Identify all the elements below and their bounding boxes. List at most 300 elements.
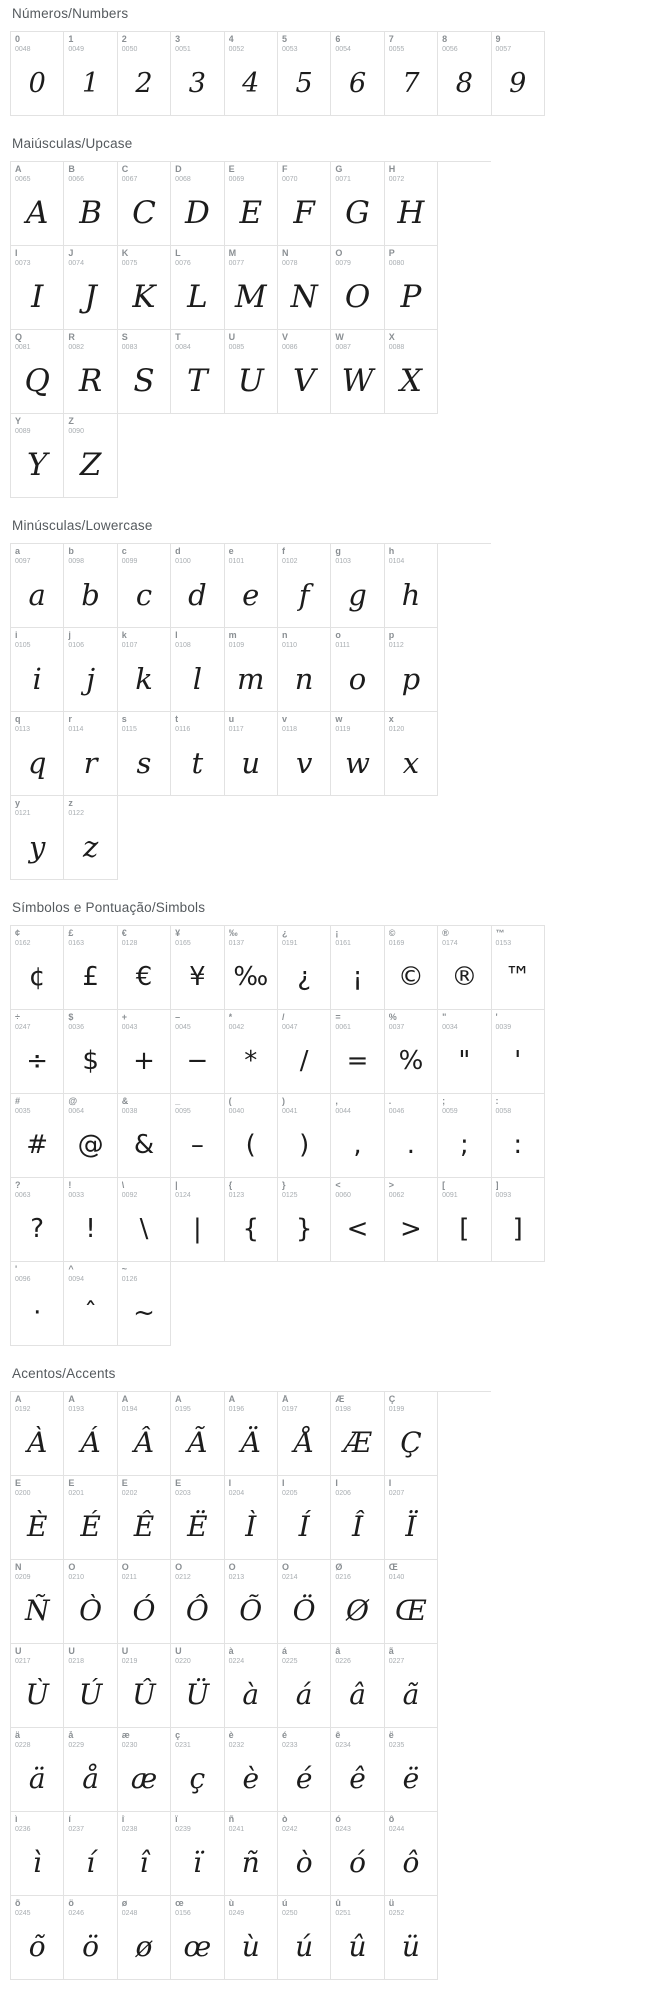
glyph-cell[interactable]: [171, 330, 224, 414]
glyph-preview: Æ: [343, 1426, 372, 1459]
glyph-cell[interactable]: [438, 1178, 491, 1262]
glyph-cell[interactable]: [118, 712, 171, 796]
glyph-char-code: 0229: [68, 1742, 84, 1749]
glyph-cell[interactable]: [118, 1728, 171, 1812]
glyph-cell[interactable]: [64, 1644, 117, 1728]
glyph-preview: ¿: [297, 962, 312, 992]
glyph-cell[interactable]: [438, 1094, 491, 1178]
glyph-char-label: û: [335, 1899, 341, 1908]
glyph-cell[interactable]: [225, 1094, 278, 1178]
glyph-char-label: o: [335, 631, 341, 640]
glyph-preview: d: [188, 577, 207, 612]
glyph-cell[interactable]: [225, 1812, 278, 1896]
glyph-cell[interactable]: [64, 1476, 117, 1560]
glyph-cell[interactable]: [118, 1392, 171, 1476]
glyph-cell[interactable]: [278, 926, 331, 1010]
glyph-cell[interactable]: [64, 712, 117, 796]
glyph-cell[interactable]: [171, 246, 224, 330]
glyph-cell[interactable]: [118, 1094, 171, 1178]
glyph-preview: ã: [402, 1678, 420, 1711]
glyph-cell[interactable]: [171, 162, 224, 246]
glyph-meta: [64, 1896, 116, 1917]
glyph-meta: [492, 1010, 544, 1031]
glyph-cell[interactable]: [64, 544, 117, 628]
glyph-char-code: 0060: [335, 1192, 351, 1199]
glyph-cell[interactable]: [11, 1010, 64, 1094]
glyph-cell[interactable]: [11, 162, 64, 246]
glyph-cell[interactable]: [11, 796, 64, 880]
glyph-char-label: ,: [335, 1097, 338, 1106]
glyph-preview: æ: [130, 1762, 158, 1795]
glyph-char-label: !: [68, 1181, 72, 1190]
glyph-cell[interactable]: [331, 1560, 384, 1644]
glyph-char-code: 0054: [335, 46, 351, 53]
glyph-cell[interactable]: [278, 628, 331, 712]
glyph-char-label: ê: [335, 1731, 341, 1740]
glyph-preview: $: [82, 1046, 99, 1076]
glyph-cell[interactable]: [278, 544, 331, 628]
glyph-preview: à: [242, 1678, 260, 1711]
glyph-preview: ç: [189, 1762, 206, 1795]
glyph-cell[interactable]: [118, 1476, 171, 1560]
glyph-meta: [385, 1476, 437, 1497]
glyph-cell[interactable]: [385, 628, 438, 712]
glyph-cell[interactable]: [331, 330, 384, 414]
glyph-cell[interactable]: [492, 32, 545, 116]
glyph-cell[interactable]: [171, 1178, 224, 1262]
glyph-cell[interactable]: [385, 1728, 438, 1812]
glyph-preview: £: [82, 962, 99, 992]
glyph-cell[interactable]: [171, 1896, 224, 1980]
glyph-cell[interactable]: [64, 1178, 117, 1262]
glyph-cell[interactable]: [118, 544, 171, 628]
glyph-cell[interactable]: [11, 1262, 64, 1346]
glyph-preview: i: [32, 661, 42, 696]
glyph-preview: c: [135, 577, 153, 612]
glyph-cell[interactable]: [11, 1094, 64, 1178]
glyph-char-code: 0137: [228, 940, 245, 947]
glyph-preview: Ó: [132, 1594, 156, 1627]
glyph-char-code: 0252: [388, 1910, 405, 1917]
glyph-preview: M: [234, 278, 267, 315]
glyph-char-label: I: [15, 249, 18, 258]
glyph-preview: b: [81, 577, 100, 612]
glyph-cell[interactable]: [331, 162, 384, 246]
glyph-meta: [278, 1476, 330, 1497]
glyph-cell[interactable]: [331, 1476, 384, 1560]
glyph-char-code: 0219: [121, 1658, 138, 1665]
glyph-char-label: í: [68, 1815, 71, 1824]
glyph-cell[interactable]: [278, 1896, 331, 1980]
glyph-cell[interactable]: [225, 628, 278, 712]
glyph-char-code: 0106: [68, 642, 84, 649]
glyph-char-code: 0033: [68, 1192, 84, 1199]
glyph-char-label: r: [68, 715, 72, 724]
section-title: Acentos/Accents: [12, 1366, 116, 1381]
glyph-cell[interactable]: [171, 32, 224, 116]
glyph-cell[interactable]: [11, 1476, 64, 1560]
glyph-cell[interactable]: [385, 1476, 438, 1560]
glyph-char-label: j: [68, 631, 71, 640]
glyph-cell[interactable]: [492, 1094, 545, 1178]
glyph-cell[interactable]: [64, 162, 117, 246]
glyph-char-code: 0202: [121, 1490, 138, 1497]
glyph-meta: [171, 246, 223, 267]
glyph-char-code: 0125: [281, 1192, 298, 1199]
glyph-cell[interactable]: [118, 1262, 171, 1346]
glyph-cell[interactable]: [278, 712, 331, 796]
glyph-meta: [331, 1010, 383, 1031]
glyph-cell[interactable]: [118, 246, 171, 330]
glyph-char-code: 0084: [175, 344, 191, 351]
glyph-cell[interactable]: [64, 1728, 117, 1812]
glyph-char-code: 0115: [121, 726, 137, 733]
glyph-cell[interactable]: [385, 1010, 438, 1094]
glyph-preview: {: [242, 1214, 260, 1244]
glyph-preview: ): [299, 1130, 310, 1160]
glyph-cell[interactable]: [171, 926, 224, 1010]
glyph-meta: [385, 246, 437, 267]
glyph-cell[interactable]: [171, 1392, 224, 1476]
glyph-cell[interactable]: [118, 162, 171, 246]
glyph-meta: [331, 1560, 383, 1581]
glyph-cell[interactable]: [278, 1476, 331, 1560]
glyph-char-label: ©: [388, 929, 396, 938]
glyph-cell[interactable]: [64, 1560, 117, 1644]
glyph-cell[interactable]: [225, 162, 278, 246]
glyph-cell[interactable]: [278, 1644, 331, 1728]
glyph-preview: Á: [80, 1426, 101, 1459]
glyph-char-label: ø: [121, 1899, 128, 1908]
glyph-char-code: 0211: [121, 1574, 137, 1581]
glyph-cell[interactable]: [278, 1560, 331, 1644]
glyph-cell[interactable]: [331, 712, 384, 796]
glyph-cell[interactable]: [171, 544, 224, 628]
glyph-char-code: 0062: [388, 1192, 405, 1199]
glyph-preview: 5: [295, 67, 313, 99]
glyph-char-code: 0114: [68, 726, 84, 733]
glyph-char-label: Ù: [15, 1647, 22, 1656]
glyph-char-code: 0112: [388, 642, 404, 649]
glyph-cell[interactable]: [171, 1094, 224, 1178]
glyph-char-label: ~: [121, 1265, 128, 1274]
glyph-meta: [118, 1476, 170, 1497]
glyph-meta: [118, 246, 170, 267]
section-title: Números/Numbers: [12, 6, 129, 21]
glyph-preview: Ê: [133, 1510, 155, 1543]
glyph-preview: ó: [349, 1846, 366, 1879]
glyph-char-code: 0216: [335, 1574, 351, 1581]
glyph-cell[interactable]: [331, 1094, 384, 1178]
glyph-char-code: 0228: [15, 1742, 31, 1749]
glyph-cell[interactable]: [331, 1010, 384, 1094]
glyph-cell[interactable]: [385, 712, 438, 796]
glyph-cell[interactable]: [385, 1812, 438, 1896]
glyph-meta: [438, 1010, 490, 1031]
glyph-char-label: Î: [335, 1479, 338, 1488]
glyph-meta: [64, 1392, 116, 1413]
glyph-cell[interactable]: [171, 1010, 224, 1094]
glyph-char-code: 0036: [68, 1024, 84, 1031]
glyph-preview: r: [83, 745, 98, 780]
glyph-section-sym: [0, 894, 661, 1346]
glyph-cell[interactable]: [385, 330, 438, 414]
glyph-preview: 4: [242, 67, 260, 99]
glyph-cell[interactable]: [331, 1178, 384, 1262]
glyph-cell[interactable]: [118, 628, 171, 712]
glyph-char-code: 0088: [388, 344, 405, 351]
glyph-cell[interactable]: [492, 1010, 545, 1094]
glyph-cell[interactable]: [278, 1392, 331, 1476]
glyph-preview: V: [292, 362, 316, 399]
glyph-meta: [171, 712, 223, 733]
glyph-cell[interactable]: [64, 32, 117, 116]
glyph-cell[interactable]: [64, 1094, 117, 1178]
glyph-preview: y: [29, 829, 46, 864]
glyph-meta: [64, 1094, 116, 1115]
glyph-char-label: f: [281, 547, 285, 556]
glyph-cell[interactable]: [225, 246, 278, 330]
glyph-cell[interactable]: [225, 32, 278, 116]
glyph-cell[interactable]: [64, 1392, 117, 1476]
glyph-cell[interactable]: [331, 1812, 384, 1896]
glyph-char-label: õ: [15, 1899, 21, 1908]
glyph-cell[interactable]: [278, 162, 331, 246]
glyph-cell[interactable]: [438, 32, 491, 116]
glyph-cell[interactable]: [11, 1728, 64, 1812]
glyph-meta: [118, 544, 170, 565]
glyph-cell[interactable]: [438, 1010, 491, 1094]
glyph-cell[interactable]: [64, 1010, 117, 1094]
glyph-cell[interactable]: [385, 1178, 438, 1262]
glyph-char-code: 0249: [228, 1910, 245, 1917]
glyph-cell[interactable]: [331, 1644, 384, 1728]
glyph-cell[interactable]: [225, 1010, 278, 1094]
glyph-char-code: 0074: [68, 260, 84, 267]
glyph-cell[interactable]: [64, 628, 117, 712]
glyph-cell[interactable]: [64, 246, 117, 330]
glyph-char-label: –: [175, 1013, 181, 1022]
glyph-preview: :: [513, 1130, 523, 1160]
glyph-cell[interactable]: [171, 628, 224, 712]
glyph-char-label: <: [335, 1181, 341, 1190]
glyph-cell[interactable]: [11, 414, 64, 498]
glyph-preview: Û: [132, 1678, 156, 1711]
glyph-cell[interactable]: [225, 330, 278, 414]
glyph-cell[interactable]: [331, 544, 384, 628]
glyph-cell[interactable]: [11, 1178, 64, 1262]
glyph-preview: n: [294, 661, 314, 696]
glyph-char-label: ;: [442, 1097, 446, 1106]
glyph-cell[interactable]: [385, 544, 438, 628]
glyph-cell[interactable]: [64, 330, 117, 414]
glyph-char-code: 0128: [121, 940, 138, 947]
glyph-cell[interactable]: [225, 1896, 278, 1980]
glyph-cell[interactable]: [225, 544, 278, 628]
glyph-cell[interactable]: [118, 1560, 171, 1644]
glyph-char-label: é: [281, 1731, 287, 1740]
glyph-char-code: 0065: [15, 176, 31, 183]
glyph-char-code: 0091: [442, 1192, 458, 1199]
glyph-char-label: É: [68, 1479, 75, 1488]
glyph-cell[interactable]: [64, 926, 117, 1010]
glyph-cell[interactable]: [331, 1392, 384, 1476]
glyph-char-label: u: [228, 715, 235, 724]
glyph-cell[interactable]: [331, 1896, 384, 1980]
glyph-cell[interactable]: [225, 1476, 278, 1560]
glyph-cell[interactable]: [385, 1896, 438, 1980]
glyph-meta: [438, 926, 490, 947]
glyph-cell[interactable]: [171, 1476, 224, 1560]
glyph-cell[interactable]: [225, 1728, 278, 1812]
glyph-cell[interactable]: [225, 1644, 278, 1728]
glyph-meta: [11, 162, 63, 183]
glyph-cell[interactable]: [331, 628, 384, 712]
glyph-cell[interactable]: [11, 712, 64, 796]
glyph-cell[interactable]: [11, 1560, 64, 1644]
glyph-cell[interactable]: [11, 1392, 64, 1476]
glyph-cell[interactable]: [278, 1094, 331, 1178]
glyph-cell[interactable]: [385, 1392, 438, 1476]
glyph-cell[interactable]: [64, 796, 117, 880]
glyph-cell[interactable]: [225, 1178, 278, 1262]
glyph-cell[interactable]: [331, 246, 384, 330]
glyph-cell[interactable]: [278, 1010, 331, 1094]
glyph-cell[interactable]: [118, 1644, 171, 1728]
glyph-char-label: Û: [121, 1647, 129, 1656]
glyph-cell[interactable]: [118, 1812, 171, 1896]
glyph-cell[interactable]: [278, 1812, 331, 1896]
glyph-meta: [118, 628, 170, 649]
glyph-cell[interactable]: [118, 1896, 171, 1980]
glyph-char-code: 0198: [335, 1406, 351, 1413]
glyph-cell[interactable]: [385, 1644, 438, 1728]
glyph-cell[interactable]: [118, 1178, 171, 1262]
glyph-meta: [225, 1728, 277, 1749]
glyph-cell[interactable]: [171, 1560, 224, 1644]
glyph-cell[interactable]: [11, 32, 64, 116]
glyph-cell[interactable]: [118, 32, 171, 116]
glyph-meta: [118, 32, 170, 53]
glyph-cell[interactable]: [385, 32, 438, 116]
glyph-preview: ä: [28, 1762, 46, 1795]
glyph-meta: [331, 926, 383, 947]
glyph-cell[interactable]: [278, 32, 331, 116]
glyph-cell[interactable]: [385, 1560, 438, 1644]
glyph-grid-wrap: [10, 925, 545, 1346]
glyph-cell[interactable]: [331, 32, 384, 116]
glyph-char-code: 0206: [335, 1490, 351, 1497]
glyph-cell[interactable]: [171, 712, 224, 796]
glyph-preview: ": [458, 1046, 471, 1076]
glyph-meta: [64, 1010, 116, 1031]
glyph-cell[interactable]: [331, 926, 384, 1010]
glyph-char-code: 0108: [175, 642, 191, 649]
glyph-cell[interactable]: [11, 246, 64, 330]
glyph-preview: Î: [352, 1510, 364, 1543]
glyph-meta: [331, 628, 383, 649]
glyph-cell[interactable]: [492, 926, 545, 1010]
glyph-cell[interactable]: [171, 1728, 224, 1812]
glyph-cell[interactable]: [438, 926, 491, 1010]
glyph-meta: [118, 330, 170, 351]
glyph-section-accents: [0, 1360, 661, 1980]
glyph-cell[interactable]: [171, 1812, 224, 1896]
glyph-preview: N: [290, 278, 318, 315]
glyph-meta: [225, 1644, 277, 1665]
glyph-cell[interactable]: [331, 1728, 384, 1812]
glyph-preview: ©: [397, 962, 424, 992]
glyph-cell[interactable]: [278, 1178, 331, 1262]
glyph-grid: [10, 161, 491, 498]
glyph-preview: C: [132, 194, 156, 231]
glyph-meta: [118, 1010, 170, 1031]
glyph-meta: [438, 1178, 490, 1199]
glyph-char-code: 0104: [388, 558, 405, 565]
glyph-cell[interactable]: [118, 926, 171, 1010]
glyph-section-lower: [0, 512, 661, 880]
glyph-cell[interactable]: [64, 1896, 117, 1980]
glyph-char-label: ä: [15, 1731, 21, 1740]
glyph-meta: [11, 1010, 63, 1031]
glyph-cell[interactable]: [225, 1392, 278, 1476]
glyph-preview: í: [86, 1846, 96, 1879]
glyph-meta: [171, 1094, 223, 1115]
glyph-char-code: 0096: [15, 1276, 31, 1283]
glyph-cell[interactable]: [492, 1178, 545, 1262]
glyph-preview: v: [295, 745, 313, 780]
glyph-cell[interactable]: [11, 544, 64, 628]
glyph-cell[interactable]: [11, 1812, 64, 1896]
glyph-meta: [64, 1644, 116, 1665]
glyph-char-code: 0121: [15, 810, 31, 817]
glyph-preview: H: [397, 194, 425, 231]
glyph-cell[interactable]: [118, 1010, 171, 1094]
glyph-cell[interactable]: [64, 414, 117, 498]
glyph-char-code: 0082: [68, 344, 84, 351]
glyph-cell[interactable]: [225, 926, 278, 1010]
glyph-cell[interactable]: [225, 1560, 278, 1644]
glyph-cell[interactable]: [64, 1812, 117, 1896]
glyph-preview: å: [82, 1762, 99, 1795]
glyph-cell[interactable]: [11, 1896, 64, 1980]
glyph-char-code: 0122: [68, 810, 84, 817]
glyph-cell[interactable]: [225, 712, 278, 796]
glyph-cell[interactable]: [11, 330, 64, 414]
glyph-char-code: 0097: [15, 558, 31, 565]
glyph-char-code: 0043: [121, 1024, 138, 1031]
glyph-cell[interactable]: [11, 628, 64, 712]
glyph-cell[interactable]: [118, 330, 171, 414]
glyph-cell[interactable]: [278, 246, 331, 330]
glyph-cell[interactable]: [278, 1728, 331, 1812]
glyph-cell[interactable]: [385, 1094, 438, 1178]
glyph-cell[interactable]: [385, 162, 438, 246]
glyph-cell[interactable]: [385, 926, 438, 1010]
glyph-cell[interactable]: [385, 246, 438, 330]
glyph-preview: Ç: [400, 1426, 422, 1459]
glyph-cell[interactable]: [11, 926, 64, 1010]
glyph-cell[interactable]: [171, 1644, 224, 1728]
glyph-cell[interactable]: [64, 1262, 117, 1346]
glyph-char-label: p: [388, 631, 395, 640]
glyph-char-code: 0153: [495, 940, 512, 947]
glyph-preview: Œ: [395, 1594, 427, 1627]
glyph-char-code: 0047: [281, 1024, 298, 1031]
glyph-meta: [225, 1896, 277, 1917]
glyph-cell[interactable]: [11, 1644, 64, 1728]
glyph-cell[interactable]: [278, 330, 331, 414]
